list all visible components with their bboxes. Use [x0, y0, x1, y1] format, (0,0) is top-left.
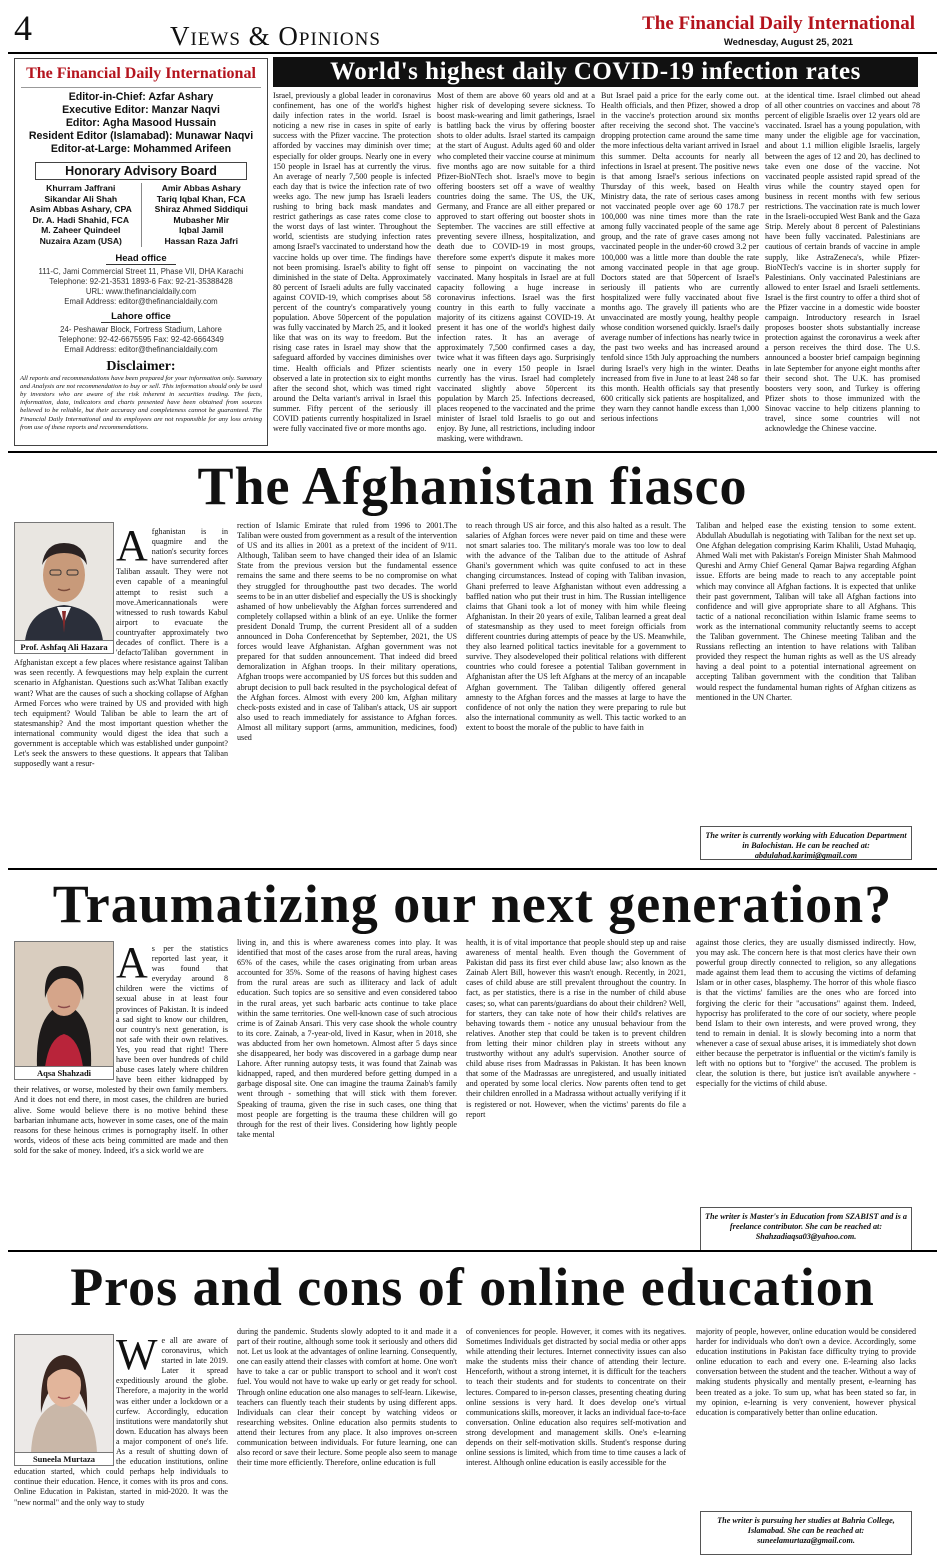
article4-headline: Pros and cons of online education [70, 1257, 875, 1317]
article1-paragraph: at the identical time. Israel climbed out ahead of all other countries on vaccines and about 78 percent of eligible Israelis over 12 years old are vaccinated. Israel has a young population, with many under the eligible age for vaccination, and about 1.1 million eligible Israelis, largely between the ages of 12 and 20, has declined to take even one dose of the vaccine. Not vaccinated people assisted rapid spread of the virus while the country stayed open for business in recent months with few serious restrictions. The vaccination rate is much lower in the Israeli-occupied West Bank and the Gaza Strip. Merely about 8 percent of Palestinians have been fully vaccinated. Palestinians are cautious of certain brands of vaccine in ample supply, like AstraZeneca's, while Pfizer-BioNTech's vaccine is in shorter supply for Palestinians. Only vaccinated Palestinians are allowed to enter Israel and Israeli settlements. Israel is the first country to offer a third shot of the Pfizer vaccine in a domestic wide booster campaign. Introductory research in Israel proposes booster shots substantially increase protection against the coronavirus a week after a person receives the third dose. The U.S. announced a booster brief campaign beginning in late September for anyone eight months after their second shot. The U.K. has promised boosters very soon, and Turkey is offering Pfizer shots to those immunized with the Sinovac vaccine to help citizens planning to travel, since some countries will not acknowledge the Chinese vaccine. [765, 91, 920, 434]
article1-column [273, 91, 431, 446]
article3-author-note: The writer is Master's in Education from SZABIST and is a freelance contributor. She can be reached at: Shahzadiaqsa03@yahoo.com. [700, 1207, 912, 1251]
lahore-title: Lahore office [101, 311, 181, 323]
author-caption-aqsa: Aqsa Shahzadi [15, 1066, 113, 1079]
disclaimer-title: Disclaimer: [106, 358, 176, 374]
head-office-line: Email Address: editor@thefinancialdaily.com [64, 296, 218, 306]
article1-paragraph: But Israel paid a price for the early come out. Health officials, and then Pfizer, showed a drop in the vaccine's protection around six months after receiving the second shot. The vaccine's dropping protection came around the same time the more infectious delta variant arrived in Israel this summer. Delta accounts for nearly all infections in Israel at present. The positive news is that among Israel's serious infections on Thursday of this week, based on Health Ministry data, the rate of serious cases among not vaccinated people over age 60 178.7 per 100,000 was nine times more than the rate among fully vaccinated people of the same age group, and the rate of grave cases among not vaccinated people in the under-60 crowd 3.2 per 100,000 was a little more than double the rate among vaccinated people in that age group. Doctors stated are that 50percent of Israel's seriously ill patients who are currently hospitalized were fully vaccinated about five months ago. The gravely ill patients who are unvaccinated are mostly young, healthy people whose condition worsened quickly. Israel's daily average number of infections has nearly twice in the past two weeks and has increased around tenfold since 15th July approaching the numbers during Israel's very high in the winter. Deaths increased from five in June to at least 248 so far this month. Health officials say that presently 600 critically sick patients are hospitalized, and they warn they cannot handle excess than 1,000 serious infections [601, 91, 759, 423]
article4-paragraph: during the pandemic. Students slowly adopted to it and made it a part of their routine, although some took it seriously and others did not. Let us look at the advantages of online learning. Consequently, one can easily attend their classes with comfort at home. One won't have to take a car or public transport to school and it won't cost fuel. You would not have to wake up early or get ready for school. Through online education one also manages to self-learn. Likewise, teachers can fluently teach their students by using different apps. Individuals can clear their concept by watching videos or researching websites. Online education also permits students to attend their lectures from any place. It also improves on-screen communication between individuals. For future learning, one can also record or save their lecture. Some people also seem to manage their time more efficiently. Therefore, online education is full [237, 1327, 457, 1468]
advisory-member: Shiraz Ahmed Siddiqui [154, 204, 248, 215]
disclaimer-text: All reports and recommendations have been prepared for your information only. Summary and Analysis are not recommendation to buy or sell. This information should only be used by investors who are aware of the risk inherent in securities trading. The facts, information, data, indicators and charts presented have been obtained from sources believed to be reliable, but their accuracy and completeness cannot be guaranteed. The Financial Daily International and its employees are not responsible for any loss arising from use of these reports and recommendations. [20, 374, 262, 431]
advisory-member: Amir Abbas Ashary [161, 183, 241, 193]
article4-column [696, 1327, 916, 1507]
rule-2 [8, 868, 937, 870]
article1-paragraph: Most of them are above 60 years old and at a higher risk of developing severe sickness. To boost mask-wearing and limit gatherings, Israel is battling back the virus by offering booster shots to older adults. Israel started its campaign at the start of August. Adults aged 60 and older who completed their vaccine course at minimum five months ago are now suitable for a third Pfizer-BioNTech shot. Israel's move to begin offering boosters set off a wave of wealthy countries doing the same. The US, the UK, Germany, and France are all either prepared or approved to start offering out booster shots in September. The vaccines are still effective at preventing severe illness, hospitalization, and death due to COVID-19 in most groups, therefore some expert's dispute it makes more sense to pinpoint on vaccinating the not vaccinated. Many hospitals in Israel are at full capacity following a huge increase in coronavirus infections. Israel was the first country in this earth to fully vaccinate a majority of its citizens against COVID-19. At present it has one of the world's highest daily infection rates. It has an average of approximately 7,500 confirmed cases a day, twice what it was fifteen days ago. Surprisingly nearly one in every 150 people in Israel currently has the virus. Israel had completely vaccinated slightly above 50percent its population by March 25. Infections decreased, places reopened to the vaccinated and the prime minister of Israel told Israelis to go out and enjoy. By June, all restrictions, including indoor masking, were withdrawn. [437, 91, 595, 444]
editor-line: Executive Editor: Manzar Naqvi [62, 104, 220, 116]
head-office-line: URL: www.thefinancialdaily.com [85, 286, 197, 296]
masthead-box [14, 58, 268, 446]
advisory-left-list [21, 183, 142, 247]
article3-paragraph: against those clerics, they are usually dismissed indirectly. How, you may ask. The concern here is that most clerics have their own powerful group directly connected to religion, so any allegations made against them lead them to accusing the victims of defaming Islam or in other cases, blasphemy. The horror of this whole fiasco is that the victims' families are the ones who are forced into forgiving the cleric for their "accusations" against them. Indeed, hypocrisy has proliferated to the core of our society, where people bend Islam to their own interests, and were proved wrong, they tend to remain in denial. It is slowly becoming into a norm that whenever a case of sexual abuse arises, it is immediately shot down either because the perpetrator is influential or the victim's family is left with no options but to "forgive" the accused. The problem is clear, the solution is there, but justice isn't available anywhere - especially for the victims of child abuse. [696, 938, 916, 1089]
article4-column [237, 1327, 457, 1555]
head-office-line: 111-C, Jami Commercial Street 11, Phase VII, DHA Karachi [38, 266, 244, 276]
article1-column [601, 91, 759, 446]
advisory-member: Asim Abbas Ashary, CPA [29, 204, 132, 215]
head-office-address [15, 267, 267, 307]
photo-spacer [14, 527, 116, 657]
article1-column [437, 91, 595, 446]
head-office-title: Head office [106, 253, 176, 265]
author-caption-ashfaq: Prof. Ashfaq Ali Hazara [15, 640, 113, 653]
section-title: Views & Opinions [170, 21, 381, 51]
advisory-member: Sikandar Ali Shah [44, 193, 118, 204]
article3-drop-cap: A [116, 944, 148, 987]
advisory-title: Honorary Advisory Board [35, 162, 247, 180]
article3-column [466, 938, 686, 1242]
advisory-member: M. Zaheer Quindeel [41, 225, 121, 236]
article2-column [466, 521, 686, 852]
article2-paragraph: rection of Islamic Emirate that ruled from 1996 to 2001.The Taliban were ousted from government as a result of the intervention of US and its allies in 2001 as a pretext of the incident of 9/11. Although, Taliban seem to have changed their idea of an Islamic State from the previous version but the fundamental essence remains the same and there seems to be no compromise on what they struggled for throughoutthe past two decades. The world seems to be in an utter disbelief and especially the US is shockingly ashamed of how unbelievably the Afghan forces surrendered and completely collapsed within a blink of an eye. Unlike the former president Donald Trump, the current President all of a sudden announced in Doha Conferencethat by September, 2021, the US forces would leave Afghanistan. Afghan government was not prepared for that sudden announcement. That indeed did breed demoralization in Afghan troops. In their military operations, Afghan troops were accompanied by US forces but this sudden and abrupt decision to pull back resulted in the psychological defeat of the Afghan forces. Almost with every 200 km, Afghan military check-posts existed and in case of Taliban's attack, US air support also used to reach immediately for assistance to Afghan forces. Almost all military support (arms, ammunition, medicines, food) used [237, 521, 457, 742]
editors-list [15, 91, 267, 156]
article3-paragraph: health, it is of vital importance that people should step up and raise awareness of mental health. Even though the Government of Pakistan did pass its first ever child abuse law; also known as the Zainab Alert Bill, however this wasn't enough. Recently, in 2021, cases of child abuse are still prevalent throughout the country. In fact, as per statistics, there is a rise in the number of child abuse cases; so, what can parents/guardians do about their children? Well, for starters, they can take note of how their child's relatives are behaving towards them - notice any unusual behaviour from the relatives. Another step that could be taken is to prevent children from letting their minor children play in streets without any trustworthy without any adult's supervision. Another source of child abuse rises from Madrassas in Pakistan. It has been known that some of the Madrassas are unregistered, and usually initiated and operated by some local clerics. Now parents often tend to get their children enrolled in a Madrassa without actually verifying if it is registered or not. However, when the victims' parents do file a report [466, 938, 686, 1119]
editor-line: Editor-at-Large: Mohammed Arifeen [50, 143, 232, 155]
rule-1 [8, 451, 937, 453]
article2-column [696, 521, 916, 821]
article2-author-note: The writer is currently working with Education Department in Balochistan. He can be reached at: abdulahad.karimi@gmail.com [700, 826, 912, 860]
article4-author-note: The writer is pursuing her studies at Bahria College, Islamabad. She can be reached at: suneelamurtaza@gmail.com. [700, 1511, 912, 1555]
article4-column [466, 1327, 686, 1555]
article2-paragraph: to reach through US air force, and this also halted as a result. The salaries of Afghan forces were never paid on time and these were not smart salaries too. The military's morale was too low to deal with the advance of the Taliban due to the attitude of Ashraf Ghani's government which was quite confused to act in these changing circumstances. Instead of coping with Taliban invasion, Ghani preferred to leave Afghanistan without even addressing a baffled nation who put their trust in him. The Russian intelligence claims that Ghani took a lot of money with him while fleeing Afghanistan. In their 20 years of exile, Taliban learned a great deal of statesmanship as they used to meet foreign officials from different countries during attempts of peace by the US. Meanwhile, they also learned political tactics inevitable for a government to survive. They alsodeveloped their political relations with different countries who could foresee a potential Taliban government in Afghanistan after the US left Afghans at the mercy of an incapable Afghan government. The Taliban diligently offered general amnesty to the Afghan forces and the masses at large to have the confidence of not only the nation they were preparing to rule but also the international community as well. This tactic worked to an extent to boost the morale of the public to have faith in [466, 521, 686, 732]
head-office-line: Telephone: 92-21-3531 1893-6 Fax: 92-21-35388428 [49, 276, 233, 286]
advisory-right-list [142, 183, 262, 247]
advisory-member: Mubasher Mir [173, 214, 230, 225]
lahore-office-line: 24- Peshawar Block, Fortress Stadium, Lahore [60, 324, 222, 334]
advisory-member: Nuzaira Azam (USA) [39, 235, 122, 246]
article3-column [696, 938, 916, 1200]
lahore-office-line: Email Address: editor@thefinancialdaily.com [64, 344, 218, 354]
advisory-member: Tariq Iqbal Khan, FCA [156, 193, 246, 204]
article3-paragraph: s per the statistics reported last year, it was found that everyday around 8 children were the victims of sexual abuse in at least four provinces of Pakistan. It is indeed a sad sight to know our children, our country's next generation, is not safe with their own relatives. Yes, you read that right! There have been over hundreds of child abuse cases lately where children have been either kidnapped by their relatives, or worse, molested by their own family members. And it does not end there, in most cases, the children are buried alive. Some would believe there is no motive behind these barbarian inhumane acts, however in some cases, one of the main reasons for these heinous crimes is pornography itself. In other words, videos of these acts being committed are made and then sold for the sake of money. Indeed, it's a sick world we are [14, 944, 228, 1155]
rule-3 [8, 1250, 937, 1252]
article3-column [237, 938, 457, 1242]
article2-paragraph: fghanistan is in quagmire and the nation's security forces have surrendered after Taliban assault. They were not even capable of a meaningful attempt to resist such a move.Americannationals were witnessed to rush towards Kabul airport to evacuate the countryafter approximately two decades of conflict. There is a 'defacto'Taliban government in Afghanistan except a few places where resistance against Taliban was seen recently. A fewquestions may help explain the current scenario in Afghanistan. Questions such as:What Taliban exactly want? What are the causes of such a shocking collapse of Afghan Armed Forces who were trained by US and provided with high tech equipment? Would Taliban be able to learn the art of statesmanship? And the most important question whether the international community would digest the idea that such a government is acceptable which was established under gunpoint? Let's seek the answers to these questions. It appears that Taliban supposedly want a resur- [14, 527, 228, 769]
article4-column [14, 1336, 228, 1554]
advisory-member: Hassan Raza Jafri [164, 235, 239, 246]
editor-line: Editor: Agha Masood Hussain [65, 117, 217, 129]
article1-headline: World's highest daily COVID-19 infection rates [273, 57, 918, 87]
lahore-office-address [15, 325, 267, 355]
page-number: 4 [14, 8, 32, 48]
article3-paragraph: living in, and this is where awareness comes into play. It was identified that most of the cases arose from the rural areas, having 65% of the cases, while the cases originating from urban areas accounted for 35%. Some of the reasons of having highest cases from the rural areas are such as illiteracy and lack of adult education. Such topics are so sensitive and even considered taboo in the rural areas, yet such barbaric acts continue to take place within the same territories. One well-known case of such atrocious crime is of Zainab Ansari. This very case shook the whole country to its core. Zainab, a 7-year-old, lived in Kasur, when in 2018, she was abducted from her own hometown. Almost after 5 days since she disappeared, her body was discovered in a garbage dump near Lahore. After running autopsy tests, it was found that Zainab was kidnapped, raped, and then murdered before getting dumped in a garbage disposal site. One can imagine the trauma Zainab's family went through - something that will stick with them forever. Speaking of trauma, given the rise in such cases, one thing that most people are forgetting is the trauma these children will go through for the rest of their lives. Considering how lightly people take mental [237, 938, 457, 1139]
lahore-office-line: Telephone: 92-42-6675595 Fax: 92-42-6664349 [58, 334, 224, 344]
article1-paragraph: Israel, previously a global leader in coronavirus confinement, has one of the world's highest daily infection rates in the world. Israel is noticing a new rise in cases in spite of early success with the Pfizer vaccine. The protection afforded by vaccines may diminish over time; especially for older groups. Nearly one in every 150 people in Israel has at currently the virus. An average of nearly 7,500 people is infected each day that is twice the infection rate of two weeks ago. The new jump has Israeli leaders rushing to bring back mask mandates and restrict gatherings as case rates come close to the worst days of last winter. Throughout the world, scientists are studying infection rates among Israel's vaccinated to understand how the vaccine holds up over time. The findings have not been promising. Israel's ability to fight off diminished in the state of Delta. Approximately 80 percent of Israeli adults are fully vaccinated against COVID-19, which comprises about 58 percent of the country's comparatively young population. Above 50percent of the population was fully vaccinated by March 25, and it looked like that was on its way to freedom. But the rising case rates in Israel may show that the safeguard afforded by vaccines diminishes over time. Health officials and Pfizer scientists observed a late in protection six to eight months after the second shot, which was timed right around the Delta variant's arrival in Israel this summer. Fifty percent of the seriously ill COVID patients currently hospitalized in Israel were fully vaccinated five or more months ago. [273, 91, 431, 434]
advisory-member: Iqbal Jamil [179, 225, 224, 236]
header-date: Wednesday, August 25, 2021 [723, 37, 853, 48]
article4-paragraph: of conveniences for people. However, it comes with its negatives. Sometimes Individuals get distracted by social media or other apps while attending their lectures. Internet connectivity issues can also make the students miss their chance of attending their lecture. Henceforth, without a strong internet, it is difficult for the teachers to teach their students and for students to concentrate on their lectures. Compared to in-person classes, presenting cheating during online sessions is very hard. It does develop one's virtual communications skills, moreover, it lacks an individual face-to-face conversation. Online education also requires self-motivation and strong development and management skills. One's e-learning depends on their self-motivation skills. Student's response during online sessions is limited, which from time to time causes a lack of interest. Although online education is easily accessible for the [466, 1327, 686, 1468]
article1-column [765, 91, 920, 446]
photo-spacer [14, 1336, 116, 1466]
author-caption-suneela: Suneela Murtaza [15, 1452, 113, 1465]
article2-headline: The Afghanistan fiasco [197, 456, 748, 516]
article2-column [14, 527, 228, 847]
article4-paragraph: e all are aware of coronavirus, which started in late 2019. Later it spread expeditiously around the globe. Therefore, a majority in the world was either under a lockdown or a curfew. Accordingly, education institutions were mandatorily shut down. Education has always been a major component of one's life. As a result of shutting down of the education institutions, online education started, which could perhaps help individuals to continue their education. Hence, it comes with its pros and cons. Online Education in Pakistan, started in mid-2020. It was the "new normal" and the only way to study [14, 1336, 228, 1507]
advisory-member: Dr. A. Hadi Shahid, FCA [32, 214, 130, 225]
article4-drop-cap: W [116, 1336, 158, 1379]
article3-headline: Traumatizing our next generation? [52, 874, 893, 934]
article2-column [237, 521, 457, 852]
header-rule [8, 52, 937, 54]
article2-drop-cap: A [116, 527, 148, 570]
header-paper-name: The Financial Daily International [642, 13, 915, 34]
masthead-paper-name: The Financial Daily International [26, 65, 256, 82]
editor-line: Editor-in-Chief: Azfar Ashary [68, 91, 214, 103]
editor-line: Resident Editor (Islamabad): Munawar Naqvi [28, 130, 254, 142]
article4-paragraph: majority of people, however, online education would be considered harder for individuals who don't own a device. Accordingly, some education institutions in Pakistan face difficulty trying to provide online education to each and every one. E-learning also lacks conversation between the student and the teacher. Without a way of making students physically and mentally present, e-learning has been treated as a joke. To sum up, what has been stated so far, in my opinion, e-learning is very convenient, however physical education is comparatively better than online education. [696, 1327, 916, 1417]
advisory-member: Khurram Jaffrani [46, 183, 116, 193]
article3-column [14, 944, 228, 1242]
photo-spacer [14, 944, 116, 1082]
article2-paragraph: Taliban and helped ease the existing tension to some extent. Abdullah Abudullah is negotiating with Taliban for the next set up. One Afghan delegation comprising Karim Khalili, Ustad Muhaqiq, Ahmed Wali met with Pakistan's Foreign Minister Shah Mahmood Qureshi and Army Chief General Qamar Bajwa regarding Afghan issue. Efforts are being made to reach to any acceptable point which may convince all Afghan factions. It is expected that unlike their past government, Taliban will take all Afghan factions into confidence and will give appropriate share to all Afghans. This tactic of a national reconciliation within Islamic frame seems to work as the international community reluctantly seems to accept the Taliban government. The Chinese meeting Taliban and the Russians reflecting an intention to have relations with Taliban provided they respect the human rights as well as the US already having a deal point to a potential international agreement on accepting Taliban government with the condition that Taliban would respect the fundamental human rights of Afghan citizens as mentioned in the UN Charter. [696, 521, 916, 702]
